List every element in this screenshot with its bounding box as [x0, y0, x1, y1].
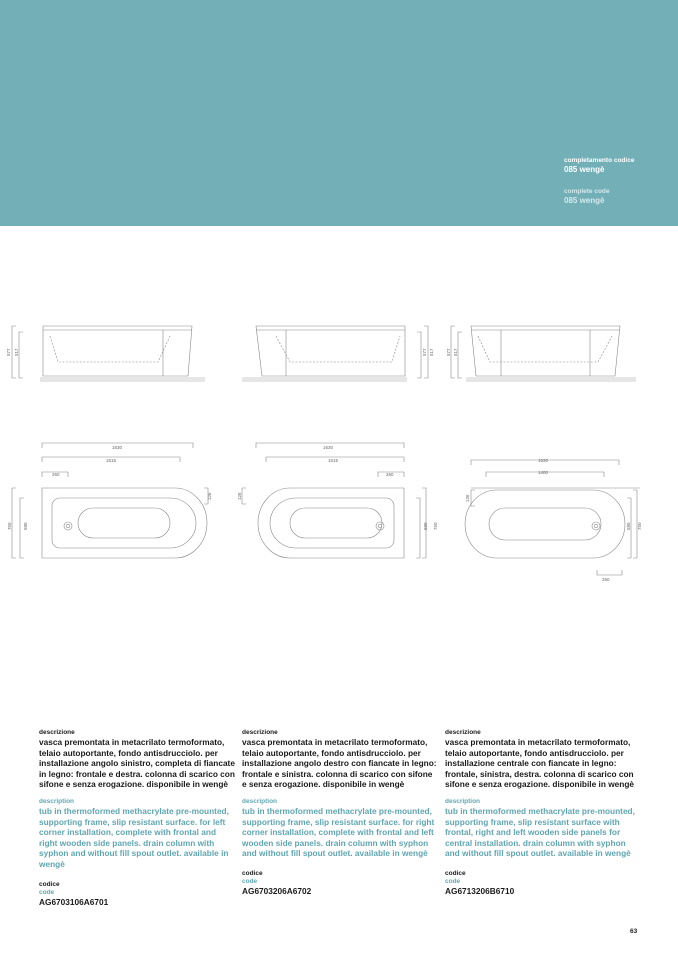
- page-number: 63: [630, 928, 638, 935]
- it-description-label: descrizione: [39, 729, 75, 736]
- dim-height-1-left: 577: [6, 348, 11, 356]
- dim-height-1-right: 577: [422, 348, 427, 356]
- dim-length-total-1: 1630: [112, 445, 123, 450]
- dim-offset-3: 260: [602, 577, 610, 582]
- en-description: tub in thermoformed methacrylate pre-mounted, supporting frame, slip resistant surface with frontal, right and left wooden side panels for central installation. drain column with syphon and without fill spout outlet. available in wengè: [445, 805, 635, 859]
- en-description-label: description: [39, 797, 75, 805]
- plan-view-central: [465, 460, 640, 575]
- dim-edge-3: 126: [465, 494, 470, 502]
- product-column-central: [445, 729, 641, 897]
- it-description: vasca premontata in metacrilato termoformato, telaio autoportante, fondo antisdrucciolo. per installazione angolo destro con fiancate in legno: frontale e sinistra. colonna di scarico con sifone e senza erogazione. disponibile in wengè: [242, 737, 437, 790]
- code-label-it: codice: [39, 880, 60, 888]
- en-description: tub in thermoformed methacrylate pre-mounted, supporting frame, slip resistant surface. for left corner installation, complete with frontal and right wooden side panels. drain column with syphon and without fill spout outlet. available in wengè: [39, 805, 229, 869]
- dim-height-2-right: 517: [429, 348, 434, 356]
- dim-width-inner-1: 580: [23, 522, 28, 530]
- dim-length-inner-1: 1515: [106, 458, 117, 463]
- header-band: [0, 0, 678, 226]
- en-description-label: description: [445, 797, 481, 805]
- dim-height-2-central: 517: [453, 348, 458, 356]
- dim-length-total-3: 1630: [538, 458, 549, 463]
- dim-edge-2: 126: [237, 492, 242, 500]
- it-description-label: descrizione: [242, 729, 278, 736]
- it-description: vasca premontata in metacrilato termoformato, telaio autoportante, fondo antisdrucciolo. per installazione angolo sinistro, completa di fiancate in legno: frontale e destra. colonna di scarico con sifone e senza erogazione. disponibile in wengè: [39, 737, 235, 790]
- header-english: [564, 187, 610, 206]
- dim-length-inner-3: 1400: [538, 470, 549, 475]
- side-view-central: [451, 326, 636, 382]
- product-code: AG6703106A6701: [39, 896, 109, 907]
- product-code: AG6703206A6702: [242, 885, 312, 896]
- header-it-value: 085 wengè: [564, 165, 605, 174]
- dim-width-total-2: 750: [433, 522, 438, 530]
- dim-height-2-left: 517: [14, 348, 19, 356]
- dim-width-inner-2: 580: [423, 522, 428, 530]
- dim-height-1-central: 577: [446, 348, 451, 356]
- code-label-en: code: [242, 877, 258, 885]
- dim-length-inner-2: 1515: [328, 458, 339, 463]
- code-label-en: code: [445, 877, 461, 885]
- en-description: tub in thermoformed methacrylate pre-mounted, supporting frame, slip resistant surface. for right corner installation, complete with frontal and left wooden side panels. drain column with syphon and without fill spout outlet. available in wengè: [242, 805, 435, 859]
- technical-drawings: [0, 300, 678, 590]
- header-it-label: completamento codice: [564, 157, 635, 164]
- it-description-label: descrizione: [445, 729, 481, 736]
- product-code: AG6713206B6710: [445, 885, 515, 896]
- header-en-value: 085 wengè: [564, 196, 605, 205]
- it-description: vasca premontata in metacrilato termoformato, telaio autoportante, fondo antisdrucciolo. per installazione centrale con fiancate in legno: frontale, sinistra, destra. colonna di scarico con sifone e senza erogazione. disponibile in wengè: [445, 737, 635, 790]
- header-italian: [564, 156, 634, 175]
- dim-offset-2: 260: [386, 472, 394, 477]
- dim-width-total-1: 750: [7, 522, 12, 530]
- dim-width-inner-3: 580: [626, 522, 631, 530]
- code-label-it: codice: [445, 869, 466, 877]
- dim-width-total-3: 750: [637, 522, 642, 530]
- dim-length-total-2: 1630: [323, 445, 334, 450]
- dim-edge-1: 126: [207, 492, 212, 500]
- product-column-right-corner: [242, 729, 438, 897]
- side-view-right-corner: [242, 326, 428, 382]
- side-view-left-corner: [12, 326, 205, 382]
- code-label-en: code: [39, 888, 55, 896]
- code-label-it: codice: [242, 869, 263, 877]
- en-description-label: description: [242, 797, 278, 805]
- dim-offset-1: 260: [52, 472, 60, 477]
- product-column-left-corner: [39, 729, 235, 907]
- header-en-label: complete code: [564, 188, 610, 195]
